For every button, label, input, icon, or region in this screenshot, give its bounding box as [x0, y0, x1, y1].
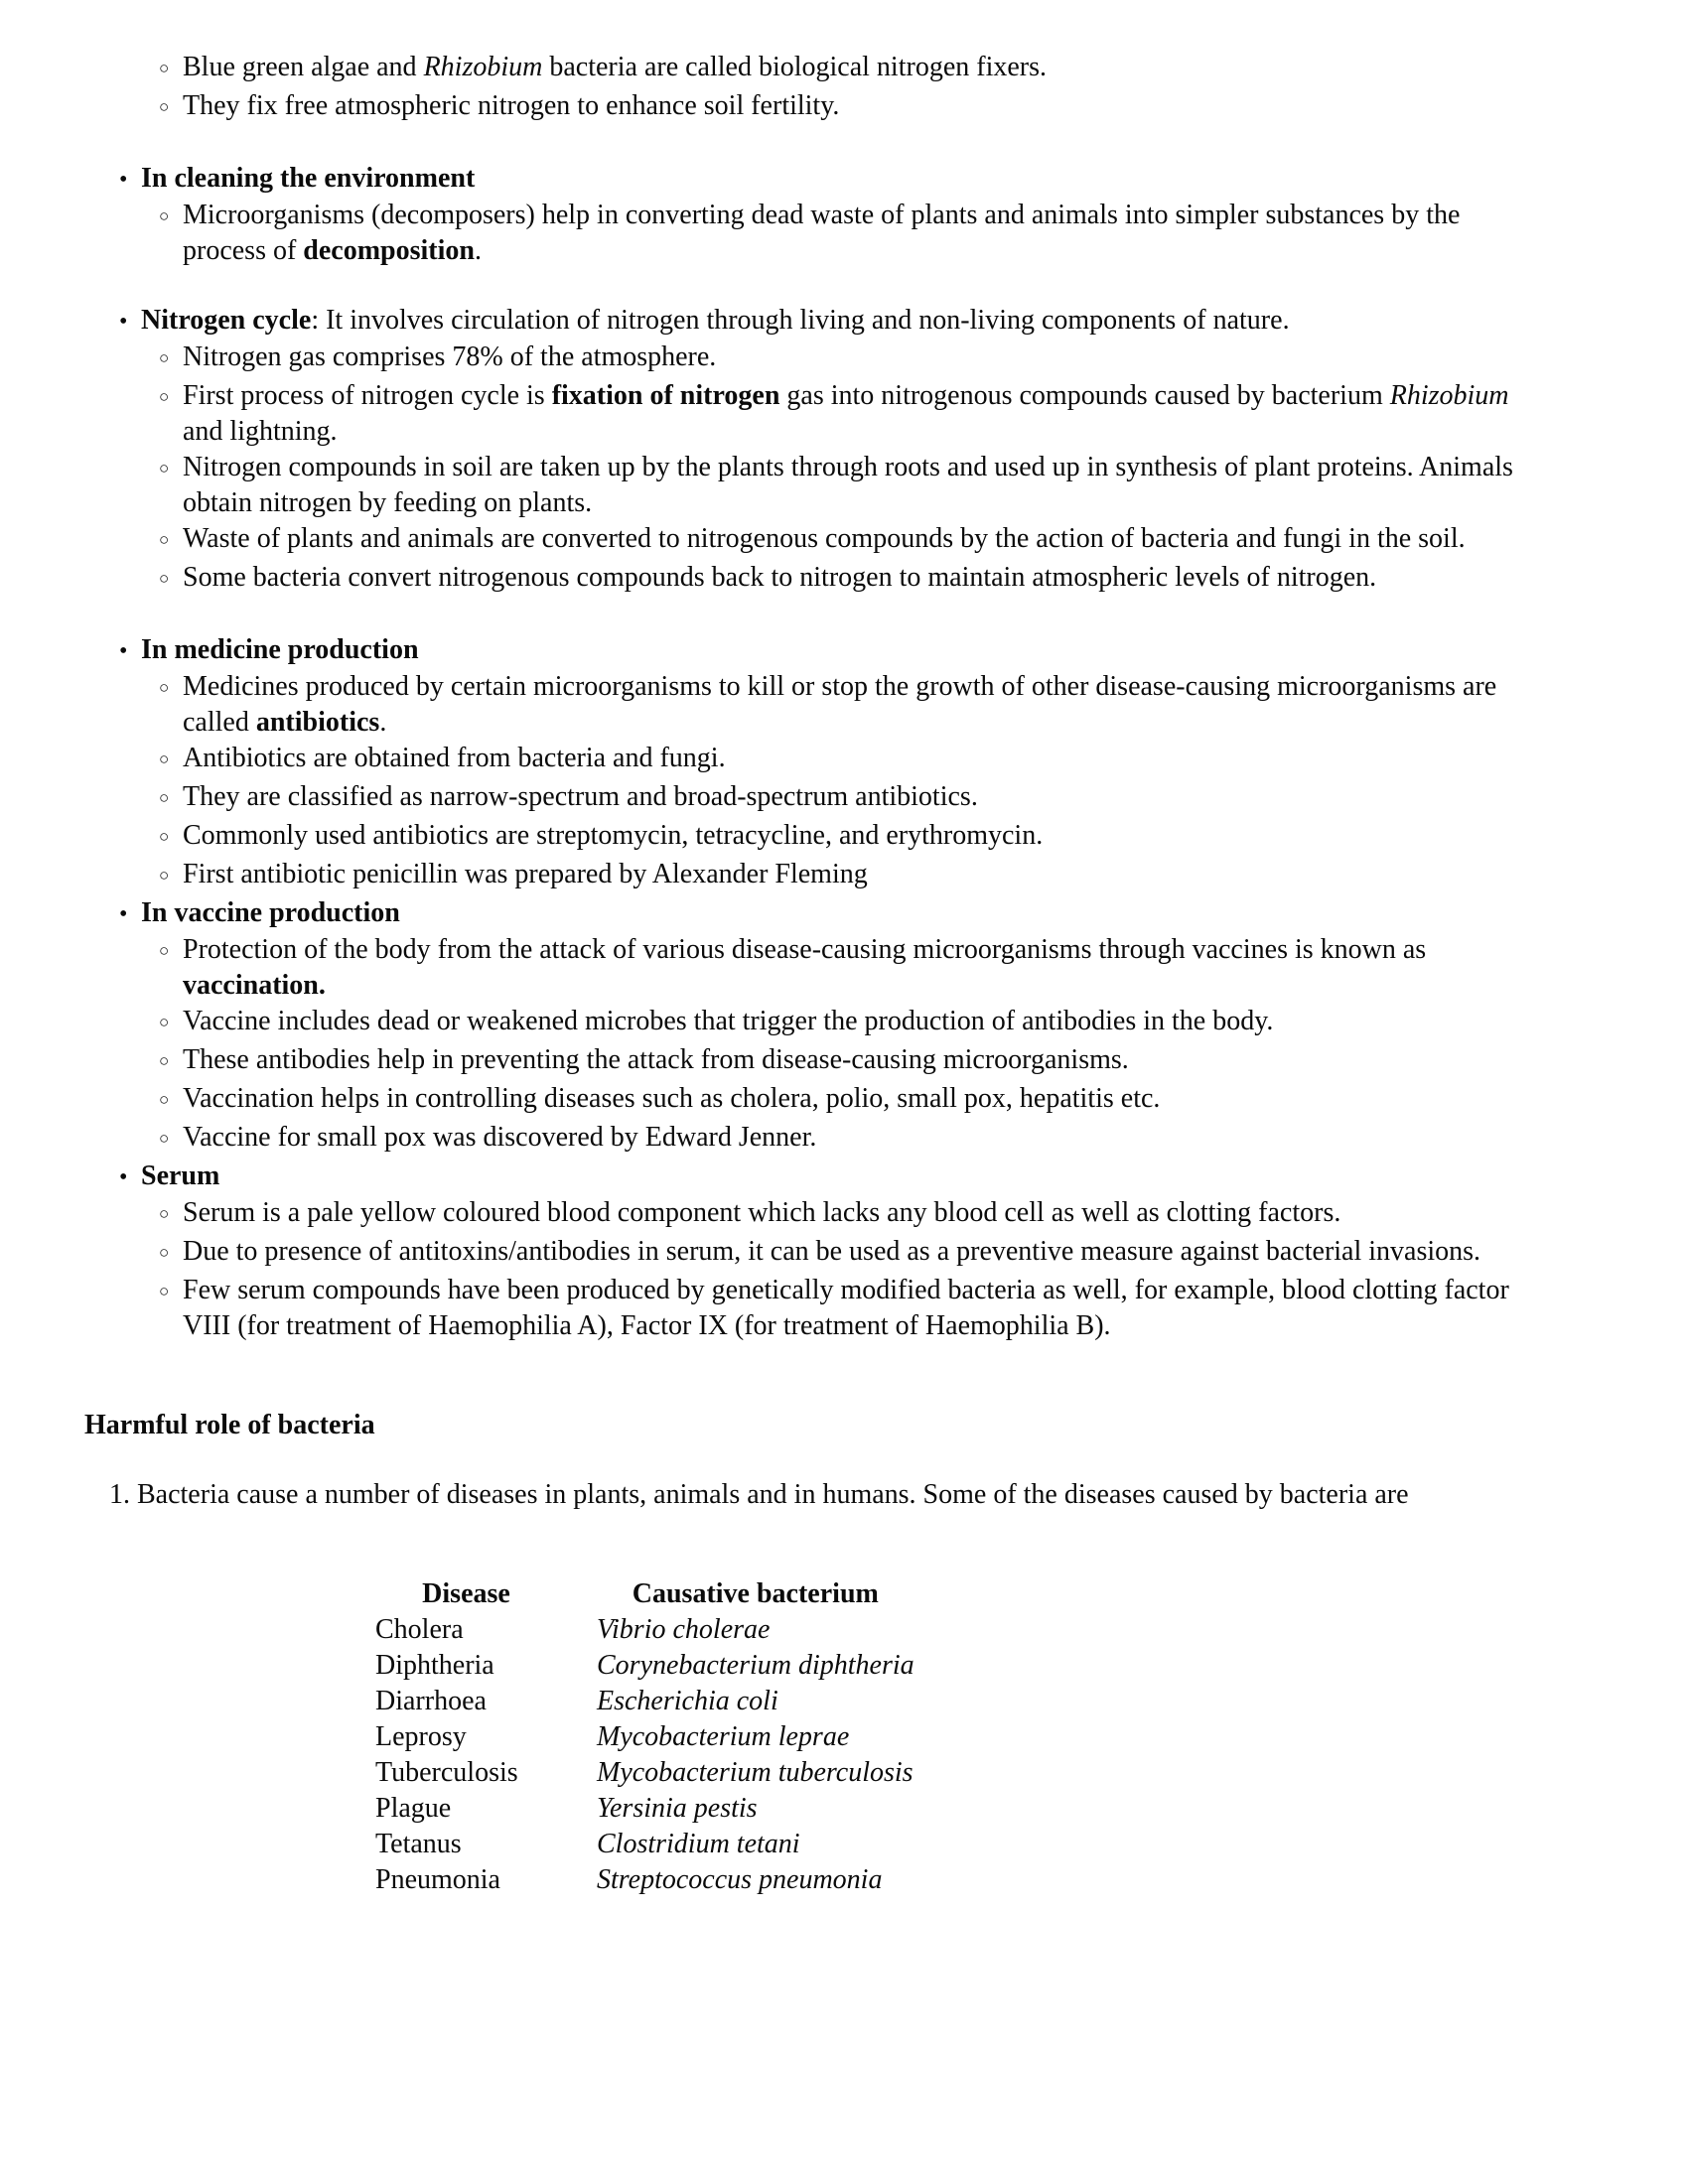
spacer: [0, 1443, 1519, 1477]
text-segment: Due to presence of antitoxins/antibodies in serum, it can be used as a preventive measure against bacterial invasions.: [183, 1236, 1481, 1267]
text-segment: In cleaning the environment: [141, 163, 476, 194]
text-segment: Nitrogen gas comprises 78% of the atmosphere.: [183, 341, 717, 372]
circle-bullet-icon: ○: [159, 1090, 170, 1109]
disease-cell: Tuberculosis: [375, 1757, 518, 1788]
text-content: [183, 1004, 1519, 1039]
text-segment: Bacteria cause a number of diseases in plants, animals and in humans. Some of the diseases caused by bacteria are: [137, 1479, 1409, 1510]
text-segment: Antibiotics are obtained from bacteria and fungi.: [183, 743, 726, 773]
table-row: [375, 1684, 914, 1719]
sub-bullet-item: [159, 1195, 1519, 1234]
circle-bullet-icon: ○: [159, 866, 170, 885]
spacer: [0, 599, 1519, 632]
text-segment: In medicine production: [141, 634, 419, 665]
circle-bullet-icon: ○: [159, 59, 170, 77]
bullet-icon: •: [119, 1164, 128, 1190]
text-content: [183, 818, 1519, 854]
circle-bullet-icon: ○: [159, 569, 170, 588]
spacer: [0, 269, 1519, 303]
bullet-icon: •: [119, 167, 128, 193]
numbered-item: [109, 1477, 1519, 1513]
text-segment: Harmful role of bacteria: [84, 1410, 375, 1440]
bacterium-cell: Vibrio cholerae: [597, 1614, 771, 1645]
circle-bullet-icon: ○: [159, 1243, 170, 1262]
table-row: [375, 1648, 914, 1684]
text-segment: Rhizobium: [1389, 380, 1509, 411]
text-segment: Commonly used antibiotics are streptomycin, tetracycline, and erythromycin.: [183, 820, 1044, 851]
circle-bullet-icon: ○: [159, 941, 170, 960]
text-segment: Vaccine for small pox was discovered by Edward Jenner.: [183, 1122, 817, 1153]
disease-cell: Diarrhoea: [375, 1686, 487, 1716]
circle-bullet-icon: ○: [159, 348, 170, 367]
circle-bullet-icon: ○: [159, 1204, 170, 1223]
sub-bullet-item: [159, 521, 1519, 560]
circle-bullet-icon: ○: [159, 788, 170, 807]
section-heading: [84, 1408, 1519, 1443]
sub-bullet-item: [159, 818, 1519, 857]
circle-bullet-icon: ○: [159, 678, 170, 697]
circle-bullet-icon: ○: [159, 530, 170, 549]
text-segment: gas into nitrogenous compounds caused by bacterium: [779, 380, 1390, 411]
table-row: [375, 1827, 914, 1862]
sub-bullet-item: [159, 1004, 1519, 1042]
text-segment: In vaccine production: [141, 897, 400, 928]
bacterium-cell: Escherichia coli: [597, 1686, 778, 1716]
text-content: [183, 1120, 1519, 1156]
bacterium-cell: Corynebacterium diphtheria: [597, 1650, 914, 1681]
text-segment: vaccination.: [183, 970, 326, 1001]
list-number: 1.: [109, 1479, 130, 1510]
bacterium-cell: Mycobacterium tuberculosis: [597, 1757, 914, 1788]
circle-bullet-icon: ○: [159, 1282, 170, 1300]
text-segment: Microorganisms (decomposers) help in converting dead waste of plants and animals into simpler substances by the process of: [183, 200, 1461, 266]
text-segment: Vaccine includes dead or weakened microbes that trigger the production of antibodies in the body.: [183, 1006, 1274, 1036]
bullet-icon: •: [119, 638, 128, 664]
disease-column-header: Disease: [422, 1578, 510, 1609]
bullet-item: [119, 161, 1519, 198]
sub-bullet-item: [159, 779, 1519, 818]
sub-bullet-item: [159, 560, 1519, 599]
document-content: [0, 50, 1519, 1898]
text-content: [183, 521, 1519, 557]
text-content: [141, 161, 1519, 197]
text-segment: Some bacteria convert nitrogenous compounds back to nitrogen to maintain atmospheric levels of nitrogen.: [183, 562, 1377, 593]
table-row: [375, 1612, 914, 1648]
text-content: [84, 1408, 1519, 1443]
text-segment: .: [379, 707, 387, 738]
spacer: [0, 127, 1519, 161]
text-content: [183, 857, 1519, 892]
text-content: [183, 1273, 1519, 1344]
table-row: [375, 1719, 914, 1755]
text-content: [183, 198, 1519, 269]
text-content: [183, 932, 1519, 1004]
table-row: [375, 1862, 914, 1898]
text-segment: Medicines produced by certain microorganisms to kill or stop the growth of other disease-causing microorganisms are called: [183, 671, 1497, 738]
disease-cell: Diphtheria: [375, 1650, 494, 1681]
bullet-item: [119, 895, 1519, 932]
text-segment: Nitrogen cycle: [141, 305, 312, 336]
table-header-row: [375, 1576, 914, 1612]
text-content: [137, 1477, 1519, 1513]
sub-bullet-item: [159, 50, 1519, 88]
circle-bullet-icon: ○: [159, 1129, 170, 1148]
disease-cell: Pneumonia: [375, 1864, 500, 1895]
text-content: [183, 1042, 1519, 1078]
sub-bullet-item: [159, 378, 1519, 450]
text-content: [183, 741, 1519, 776]
text-segment: decomposition: [303, 235, 475, 266]
table-row: [375, 1755, 914, 1791]
sub-bullet-item: [159, 932, 1519, 1004]
bullet-item: [119, 1159, 1519, 1195]
circle-bullet-icon: ○: [159, 459, 170, 478]
text-content: [183, 88, 1519, 124]
text-content: [183, 669, 1519, 741]
circle-bullet-icon: ○: [159, 206, 170, 225]
circle-bullet-icon: ○: [159, 1013, 170, 1031]
text-segment: First process of nitrogen cycle is: [183, 380, 552, 411]
text-content: [183, 560, 1519, 596]
bullet-icon: •: [119, 901, 128, 927]
spacer: [0, 1344, 1519, 1408]
disease-cell: Leprosy: [375, 1721, 467, 1752]
text-segment: Vaccination helps in controlling diseases such as cholera, polio, small pox, hepatitis etc.: [183, 1083, 1161, 1114]
sub-bullet-item: [159, 741, 1519, 779]
sub-bullet-item: [159, 340, 1519, 378]
sub-bullet-item: [159, 669, 1519, 741]
text-segment: fixation of nitrogen: [551, 380, 780, 411]
text-segment: Serum: [141, 1160, 220, 1191]
sub-bullet-item: [159, 1120, 1519, 1159]
text-segment: and lightning.: [183, 416, 338, 447]
text-segment: : It involves circulation of nitrogen through living and non-living components of nature.: [311, 305, 1290, 336]
sub-bullet-item: [159, 450, 1519, 521]
sub-bullet-item: [159, 198, 1519, 269]
text-segment: They are classified as narrow-spectrum and broad-spectrum antibiotics.: [183, 781, 978, 812]
text-segment: Nitrogen compounds in soil are taken up by the plants through roots and used up in synthesis of plant proteins. Animals obtain nitrogen by feeding on plants.: [183, 452, 1513, 518]
text-content: [141, 303, 1519, 339]
text-segment: Few serum compounds have been produced by genetically modified bacteria as well, for example, blood clotting factor VIII (for treatment of Haemophilia A), Factor IX (for treatment of Haemophilia B).: [183, 1275, 1509, 1341]
text-segment: antibiotics: [255, 707, 380, 738]
bacterium-cell: Clostridium tetani: [597, 1829, 800, 1859]
text-segment: Rhizobium: [423, 52, 543, 82]
text-content: [183, 1234, 1519, 1270]
bacterium-cell: Streptococcus pneumonia: [597, 1864, 883, 1895]
text-segment: They fix free atmospheric nitrogen to enhance soil fertility.: [183, 90, 840, 121]
text-content: [183, 378, 1519, 450]
spacer: [0, 1513, 1519, 1576]
circle-bullet-icon: ○: [159, 827, 170, 846]
disease-cell: Cholera: [375, 1614, 464, 1645]
table-row: [375, 1791, 914, 1827]
bullet-item: [119, 632, 1519, 669]
sub-bullet-item: [159, 1081, 1519, 1120]
text-content: [183, 1195, 1519, 1231]
text-segment: Serum is a pale yellow coloured blood component which lacks any blood cell as well as clotting factors.: [183, 1197, 1341, 1228]
text-content: [183, 779, 1519, 815]
text-content: [141, 895, 1519, 931]
text-content: [183, 1081, 1519, 1117]
text-segment: Waste of plants and animals are converted to nitrogenous compounds by the action of bacteria and fungi in the soil.: [183, 523, 1466, 554]
bacterium-cell: Yersinia pestis: [597, 1793, 758, 1824]
text-segment: bacteria are called biological nitrogen fixers.: [542, 52, 1047, 82]
text-content: [183, 340, 1519, 375]
text-segment: Protection of the body from the attack of various disease-causing microorganisms through vaccines is known as: [183, 934, 1427, 965]
bacterium-column-header: Causative bacterium: [632, 1578, 879, 1609]
text-segment: These antibodies help in preventing the attack from disease-causing microorganisms.: [183, 1044, 1129, 1075]
bullet-icon: •: [119, 309, 128, 335]
text-content: [141, 632, 1519, 668]
bacterium-cell: Mycobacterium leprae: [597, 1721, 850, 1752]
circle-bullet-icon: ○: [159, 750, 170, 768]
disease-cell: Plague: [375, 1793, 452, 1824]
sub-bullet-item: [159, 1273, 1519, 1344]
circle-bullet-icon: ○: [159, 1051, 170, 1070]
text-content: [183, 50, 1519, 85]
disease-cell: Tetanus: [375, 1829, 462, 1859]
sub-bullet-item: [159, 857, 1519, 895]
circle-bullet-icon: ○: [159, 97, 170, 116]
text-content: [141, 1159, 1519, 1194]
text-segment: .: [474, 235, 482, 266]
bullet-item: [119, 303, 1519, 340]
circle-bullet-icon: ○: [159, 387, 170, 406]
text-content: [183, 450, 1519, 521]
text-segment: First antibiotic penicillin was prepared by Alexander Fleming: [183, 859, 868, 889]
sub-bullet-item: [159, 1042, 1519, 1081]
text-segment: Blue green algae and: [183, 52, 424, 82]
sub-bullet-item: [159, 88, 1519, 127]
disease-table: [375, 1576, 914, 1898]
sub-bullet-item: [159, 1234, 1519, 1273]
